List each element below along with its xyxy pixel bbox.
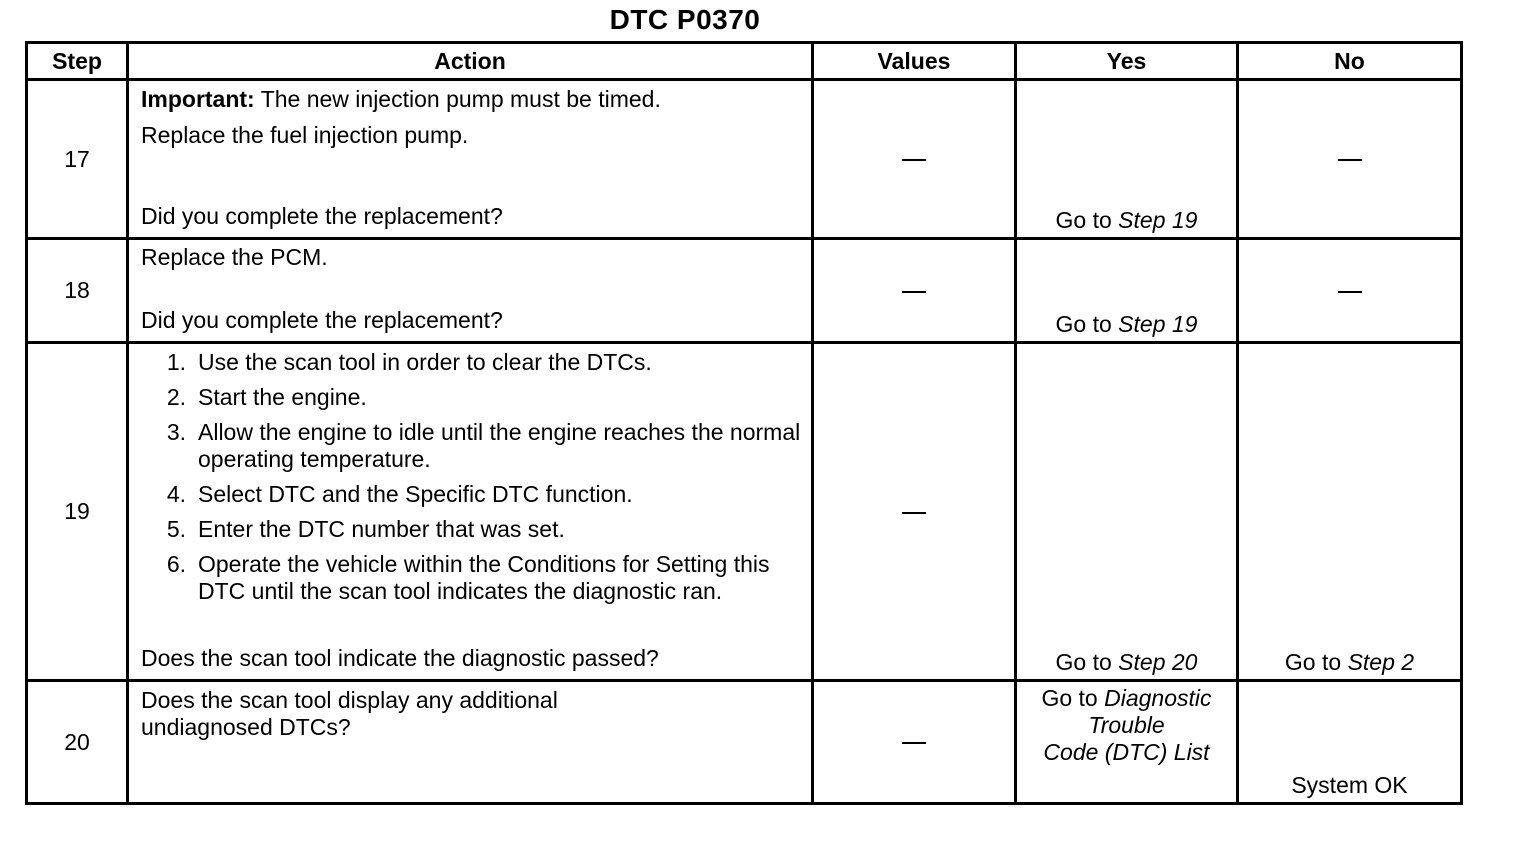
values-dash [902,159,926,161]
action-cell [128,343,813,681]
header-row [27,43,1462,80]
no-cell [1238,343,1462,681]
no-cell [1238,681,1462,804]
action-text: Replace the PCM. [141,244,328,270]
yes-cell [1016,343,1238,681]
list-item: 4. Select DTC and the Specific DTC function. [166,481,633,507]
dtc-table [25,41,1463,805]
yes-cell [1016,239,1238,343]
values-dash [902,291,926,293]
list-item: 1. Use the scan tool in order to clear the DTCs. [166,349,652,375]
no-dash [1338,159,1362,161]
yes-goto: Go to Step 20 [1055,649,1198,675]
no-cell [1238,239,1462,343]
step-number: 18 [27,239,128,343]
yes-goto: Go to Step 19 [1055,311,1198,337]
step-number: 19 [27,343,128,681]
values-dash [902,512,926,514]
header-action: Action [128,43,813,80]
list-item: 6. Operate the vehicle within the Conditions for Setting this DTC until the scan tool indicates the diagnostic ran. [166,551,770,604]
no-cell [1238,80,1462,239]
list-item: 2. Start the engine. [166,384,367,410]
values-cell [813,239,1016,343]
no-result: System OK [1291,772,1408,798]
header-values: Values [813,43,1016,80]
no-dash [1338,291,1362,293]
action-text: Replace the fuel injection pump. [141,122,469,148]
header-yes: Yes [1016,43,1238,80]
action-question: Does the scan tool display any additional undiagnosed DTCs? [141,687,558,740]
important-text: The new injection pump must be timed. [254,86,661,112]
values-dash [902,742,926,744]
step-number: 20 [27,681,128,804]
values-cell [813,681,1016,804]
action-cell [128,239,813,343]
yes-goto: Go to Step 19 [1055,207,1198,233]
table-row [27,681,1462,804]
values-cell [813,80,1016,239]
yes-cell [1016,80,1238,239]
yes-goto: Go to Diagnostic Trouble Code (DTC) List [1041,685,1212,765]
important-note [141,86,805,113]
step-number: 17 [27,80,128,239]
header-step: Step [27,43,128,80]
procedure-list [141,349,805,613]
action-cell [128,681,813,804]
no-goto: Go to Step 2 [1284,649,1415,675]
document-title: DTC P0370 [609,4,761,35]
values-cell [813,343,1016,681]
table-row [27,343,1462,681]
action-cell [128,80,813,239]
action-question: Does the scan tool indicate the diagnostic passed? [141,645,659,671]
list-item: 3. Allow the engine to idle until the engine reaches the normal operating temperature. [166,419,801,472]
list-item: 5. Enter the DTC number that was set. [166,516,565,542]
table-row [27,239,1462,343]
yes-cell [1016,681,1238,804]
action-question: Did you complete the replacement? [141,203,503,229]
table-row [27,80,1462,239]
important-label: Important: [141,86,255,112]
header-no: No [1238,43,1462,80]
action-question: Did you complete the replacement? [141,307,503,333]
